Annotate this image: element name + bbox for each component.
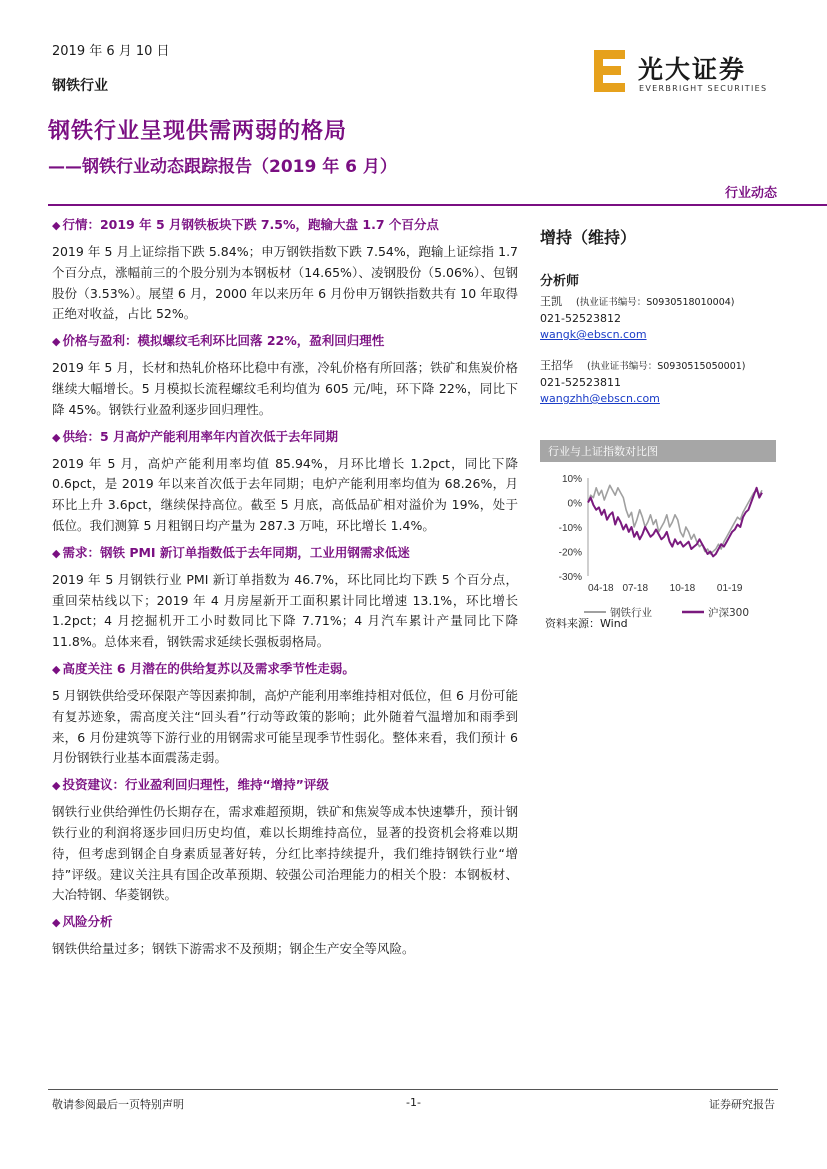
analyst-email-link[interactable]: wangk@ebscn.com — [540, 328, 647, 341]
section-heading: 价格与盈利：模拟螺纹毛利环比回落 22%，盈利回归理性 — [62, 333, 385, 349]
diamond-icon: ◆ — [52, 546, 61, 560]
rating: 增持（维持） — [540, 228, 637, 247]
data-source: 资料来源：Wind — [545, 617, 628, 630]
x-tick-label: 04-18 — [588, 583, 614, 594]
analyst-phone: 021-52523811 — [540, 376, 621, 389]
section-june-outlook — [52, 659, 518, 769]
diamond-icon: ◆ — [52, 779, 61, 793]
section-text: 钢铁供给量过多；钢铁下游需求不及预期；钢企生产安全等风险。 — [52, 941, 415, 957]
page-number: -1- — [406, 1096, 421, 1109]
report-date: 2019 年 6 月 10 日 — [52, 44, 170, 59]
diamond-icon: ◆ — [52, 430, 61, 444]
analyst-phone: 021-52523812 — [540, 312, 621, 325]
section-risk — [52, 912, 518, 960]
legend-label: 钢铁行业 — [610, 607, 652, 619]
diamond-icon: ◆ — [52, 219, 61, 232]
section-investment-advice — [52, 775, 518, 906]
section-demand — [52, 543, 518, 653]
report-title: 钢铁行业呈现供需两弱的格局 — [48, 119, 348, 144]
footer-disclaimer: 敬请参阅最后一页特别声明 — [52, 1098, 184, 1111]
y-tick-label: -20% — [558, 547, 582, 559]
section-text: 2019 年 5 月钢铁行业 PMI 新订单指数为 46.7%，环比同比均下跌 5 个百分点，重回荣枯线以下；2019 年 4 月房屋新开工面积累计同比增速 13.1%，环比增长 1.2pct；4 月挖掘机开工小时数同比下降 7.71%；4 月汽车累计产量同比下降 11.8%。总体来看，钢铁需求延续长强板弱格局。 — [52, 571, 518, 650]
analyst-heading: 分析师 — [540, 274, 580, 289]
analyst-name: 王招华 — [540, 359, 573, 372]
analyst-card — [540, 294, 735, 343]
section-heading: 风险分析 — [62, 914, 113, 930]
y-tick-label: -30% — [558, 572, 582, 583]
report-type: 行业动态 — [724, 186, 777, 201]
y-tick-label: 0% — [567, 498, 582, 510]
industry-label: 钢铁行业 — [52, 78, 108, 94]
logo-text-en: EVERBRIGHT SECURITIES — [639, 84, 768, 93]
report-subtitle: ——钢铁行业动态跟踪报告（2019 年 6 月） — [48, 157, 397, 177]
footer-divider — [48, 1089, 778, 1090]
analyst-cert: (执业证书编号：S0930518010004) — [576, 297, 735, 308]
chart-panel — [540, 440, 776, 633]
section-text: 2019 年 5 月上证综指下跌 5.84%；申万钢铁指数下跌 7.54%，跑输上证综指 1.7 个百分点，涨幅前三的个股分别为本钢板材（14.65%）、凌钢股份（5.06%）、包钢股份（3.53%）。展望 6 月，2000 年以来历年 6 月份申万钢铁指数共有 10 年取得正绝对收益，占比 52%。 — [52, 244, 518, 322]
diamond-icon: ◆ — [52, 335, 61, 349]
section-heading: 需求：钢铁 PMI 新订单指数低于去年同期，工业用钢需求低迷 — [62, 544, 410, 560]
diamond-icon: ◆ — [52, 916, 61, 930]
analyst-cert: (执业证书编号：S0930515050001) — [587, 361, 746, 372]
section-text: 钢铁行业供给弹性仍长期存在，需求难超预期，铁矿和焦炭等成本快速攀升，预计钢铁行业的利润将逐步回归历史均值，难以长期维持高位，显著的投资机会将难以期待，但考虑到钢企自身素质显著好转，分红比率持续提升，我们维持钢铁行业“增持”评级。建议关注具有国企改革预期、较强公司治理能力的相关个股：本钢板材、大冶特钢、华菱钢铁。 — [52, 804, 518, 903]
section-heading: 行情：2019 年 5 月钢铁板块下跌 7.5%，跑输大盘 1.7 个百分点 — [62, 217, 439, 232]
section-heading: 高度关注 6 月潜在的供给复苏以及需求季节性走弱。 — [62, 660, 355, 676]
y-tick-label: -10% — [558, 523, 582, 534]
logo-mark-icon — [592, 48, 630, 94]
section-text: 2019 年 5 月，高炉产能利用率均值 85.94%，月环比增长 1.2pct，同比下降 0.6pct，是 2019 年以来首次低于去年同期；电炉产能利用率均值为 68.26%，月环比上升 3.6pct，继续保持高位。截至 5 月底，高低品矿相对溢价为 19%，处于低位。我们测算 5 月粗钢日均产量为 287.3 万吨，环比增长 1.4%。 — [52, 455, 518, 533]
analyst-card — [540, 358, 746, 407]
logo-text-cn: 光大证券 — [638, 55, 747, 84]
section-supply — [52, 427, 518, 537]
section-heading: 供给：5 月高炉产能利用率年内首次低于去年同期 — [62, 428, 339, 444]
section-market — [52, 215, 518, 325]
comparison-chart — [540, 468, 776, 633]
x-tick-label: 10-18 — [669, 583, 696, 594]
y-tick-label: 10% — [561, 474, 582, 485]
section-price-profit — [52, 331, 518, 420]
main-content — [52, 215, 518, 966]
chart-title: 行业与上证指数对比图 — [540, 440, 776, 462]
x-tick-label: 07-18 — [622, 583, 649, 594]
analyst-email-link[interactable]: wangzhh@ebscn.com — [540, 392, 660, 405]
company-logo — [592, 48, 774, 96]
series-line-hs300 — [588, 488, 762, 557]
section-text: 2019 年 5 月，长材和热轧价格环比稳中有涨，冷轧价格有所回落；铁矿和焦炭价格继续大幅增长。5 月模拟长流程螺纹毛利均值为 605 元/吨，环下降 22%，同比下降 45%。钢铁行业盈利逐步回归理性。 — [52, 360, 518, 417]
x-tick-label: 01-19 — [716, 583, 743, 594]
section-heading: 投资建议：行业盈利回归理性，维持“增持”评级 — [62, 777, 329, 793]
footer-report-label: 证券研究报告 — [709, 1098, 775, 1111]
section-text: 5 月钢铁供给受环保限产等因素抑制，高炉产能利用率维持相对低位，但 6 月份可能有复苏迹象，需高度关注“回头看”行动等政策的影响；此外随着气温增加和雨季到来，6 月份建筑等下游行业的用钢需求可能呈现季节性弱化。整体来看，我们预计 6 月份钢铁行业基本面震荡走弱。 — [52, 687, 518, 766]
analyst-name: 王凯 — [540, 295, 562, 308]
header-divider — [48, 204, 827, 206]
legend-label: 沪深300 — [708, 607, 750, 619]
diamond-icon: ◆ — [52, 662, 61, 676]
